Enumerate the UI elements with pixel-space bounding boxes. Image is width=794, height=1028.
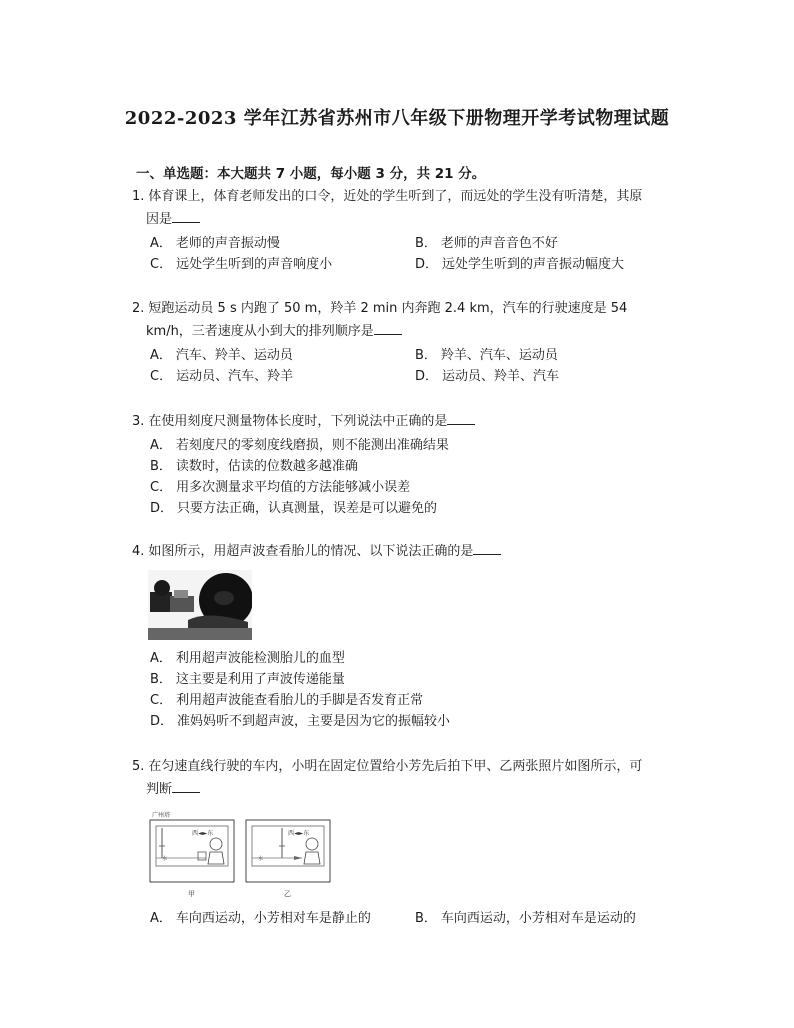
option-letter: B． [415, 348, 437, 363]
direction-label: 西◄►东 [192, 830, 214, 837]
option-text: 利用超声波能查看胎儿的手脚是否发育正常 [176, 693, 424, 708]
option-text: 若刻度尺的零刻度线磨损，则不能测出准确结果 [175, 438, 449, 453]
question-number: 3. [132, 414, 145, 429]
option-c[interactable] [150, 477, 680, 498]
option-d[interactable] [150, 498, 680, 519]
answer-blank[interactable] [374, 320, 402, 335]
spilled-water [294, 856, 302, 860]
question-stem [132, 186, 680, 208]
question-stem-line2 [146, 778, 680, 801]
option-letter: B． [150, 459, 172, 474]
water-label: 水 [162, 856, 168, 862]
option-letter: B． [150, 672, 172, 687]
options [150, 233, 680, 275]
question-stem [132, 756, 680, 778]
question-5 [132, 756, 680, 801]
fetus-shape [214, 591, 234, 605]
option-b[interactable] [415, 345, 680, 366]
photo-yi [246, 820, 330, 898]
stem-line: 因是 [146, 212, 173, 227]
option-letter: B． [415, 236, 437, 251]
option-a[interactable] [150, 435, 680, 456]
question-number: 4. [132, 544, 145, 559]
question-3 [132, 410, 680, 519]
option-d[interactable] [415, 366, 680, 387]
question-stem [132, 298, 680, 320]
girl-head [210, 838, 222, 850]
option-a[interactable] [150, 648, 680, 669]
option-letter: C． [150, 257, 173, 272]
option-b[interactable] [415, 908, 680, 929]
option-text: 运动员、羚羊、汽车 [442, 369, 560, 384]
option-letter: D． [415, 257, 439, 272]
option-text: 车向西运动，小芳相对车是运动的 [440, 911, 636, 926]
question-number: 1. [132, 189, 145, 204]
option-a[interactable] [150, 233, 415, 254]
option-letter: D． [415, 369, 439, 384]
options [150, 345, 680, 387]
girl-body [208, 852, 224, 864]
question-4-options [132, 648, 680, 732]
stem-line: 在匀速直线行驶的车内，小明在固定位置给小芳先后拍下甲、乙两张照片如图所示，可 [148, 759, 643, 774]
option-text: 老师的声音振动慢 [175, 236, 280, 251]
option-b[interactable] [415, 233, 680, 254]
option-d[interactable] [150, 711, 680, 732]
option-letter: A． [150, 236, 172, 251]
option-letter: D． [150, 714, 174, 729]
cup [198, 852, 206, 860]
stem-line: 判断 [146, 782, 173, 797]
option-text: 用多次测量求平均值的方法能够减小误差 [176, 480, 411, 495]
option-text: 读数时，估读的位数越多越准确 [175, 459, 358, 474]
question-stem [132, 540, 680, 563]
option-letter: A． [150, 438, 172, 453]
stem-line: 在使用刻度尺测量物体长度时，下列说法中正确的是 [148, 414, 448, 429]
tower-label: 广州塔 [152, 812, 171, 819]
question-number: 5. [132, 759, 145, 774]
option-text: 汽车、羚羊、运动员 [175, 348, 293, 363]
girl-head [306, 838, 318, 850]
answer-blank[interactable] [447, 410, 475, 425]
option-text: 远处学生听到的声音响度小 [176, 257, 333, 272]
girl-body [304, 852, 320, 864]
answer-blank[interactable] [172, 778, 200, 793]
option-c[interactable] [150, 366, 415, 387]
option-letter: C． [150, 693, 173, 708]
answer-blank[interactable] [473, 540, 501, 555]
option-b[interactable] [150, 669, 680, 690]
section-heading: 一、单选题：本大题共 7 小题，每小题 3 分，共 21 分。 [136, 166, 486, 182]
question-number: 2. [132, 301, 145, 316]
caption-yi: 乙 [284, 890, 291, 898]
car-photos-figure [148, 806, 334, 900]
direction-label: 西◄►东 [288, 830, 310, 837]
option-text: 只要方法正确，认真测量，误差是可以避免的 [177, 501, 438, 516]
option-c[interactable] [150, 254, 415, 275]
option-letter: C． [150, 480, 173, 495]
page-title: 2022-2023 学年江苏省苏州市八年级下册物理开学考试物理试题 [124, 108, 670, 129]
option-b[interactable] [150, 456, 680, 477]
option-d[interactable] [415, 254, 680, 275]
option-letter: C． [150, 369, 173, 384]
bed [148, 628, 252, 640]
stem-line: km/h，三者速度从小到大的排列顺序是 [146, 324, 374, 339]
options [150, 435, 680, 519]
option-c[interactable] [150, 690, 680, 711]
question-stem [132, 410, 680, 433]
options [150, 648, 680, 732]
question-4 [132, 540, 680, 563]
option-text: 车向西运动，小芳相对车是静止的 [175, 911, 371, 926]
option-letter: B． [415, 911, 437, 926]
option-text: 老师的声音音色不好 [440, 236, 558, 251]
option-text: 羚羊、汽车、运动员 [440, 348, 558, 363]
machine [170, 596, 194, 612]
question-2 [132, 298, 680, 387]
question-stem-line2 [146, 320, 680, 343]
option-text: 利用超声波能检测胎儿的血型 [175, 651, 345, 666]
option-letter: A． [150, 911, 172, 926]
option-letter: A． [150, 348, 172, 363]
question-1 [132, 186, 680, 275]
monitor [174, 590, 188, 598]
option-letter: A． [150, 651, 172, 666]
option-a[interactable] [150, 345, 415, 366]
option-text: 运动员、汽车、羚羊 [176, 369, 294, 384]
water-label: 水 [258, 856, 264, 862]
stem-line: 体育课上，体育老师发出的口令，近处的学生听到了，而远处的学生没有听清楚，其原 [148, 189, 643, 204]
caption-jia: 甲 [188, 890, 195, 898]
doctor-head [154, 580, 170, 596]
stem-line: 如图所示，用超声波查看胎儿的情况、以下说法正确的是 [148, 544, 474, 559]
options [150, 908, 680, 929]
question-stem-line2 [146, 208, 680, 231]
photo-jia [150, 811, 234, 898]
option-text: 准妈妈听不到超声波，主要是因为它的振幅较小 [177, 714, 451, 729]
answer-blank[interactable] [172, 208, 200, 223]
stem-line: 短跑运动员 5 s 内跑了 50 m，羚羊 2 min 内奔跑 2.4 km，汽车的行驶速度是 54 [148, 301, 628, 316]
option-text: 这主要是利用了声波传递能量 [175, 672, 345, 687]
option-text: 远处学生听到的声音振动幅度大 [442, 257, 625, 272]
ultrasound-figure [148, 570, 252, 640]
option-letter: D． [150, 501, 174, 516]
option-a[interactable] [150, 908, 415, 929]
question-5-options [132, 908, 680, 929]
